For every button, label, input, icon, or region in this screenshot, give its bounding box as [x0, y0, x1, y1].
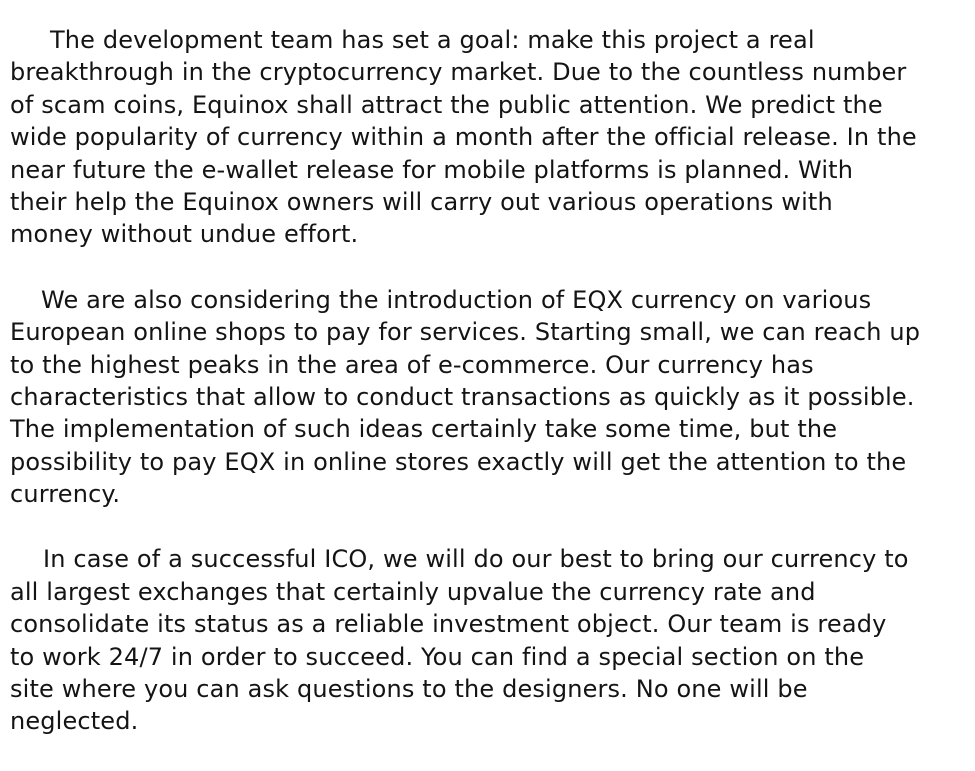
paragraph-line: all largest exchanges that certainly upvalue the currency rate and — [10, 577, 816, 606]
paragraph-line: their help the Equinox owners will carry out various operations with — [10, 187, 833, 216]
paragraph-line: In case of a successful ICO, we will do our best to bring our currency to — [43, 545, 909, 574]
paragraph-line: possibility to pay EQX in online stores exactly will get the attention to the — [10, 447, 907, 476]
paragraph-development-goal — [10, 24, 975, 251]
paragraph-line: consolidate its status as a reliable investment object. Our team is ready — [10, 610, 887, 639]
paragraph-line: The implementation of such ideas certainly take some time, but the — [10, 415, 838, 444]
paragraph-line: breakthrough in the cryptocurrency market. Due to the countless number — [10, 58, 907, 87]
paragraph-ico-exchanges — [10, 543, 975, 737]
paragraph-line: We are also considering the introduction of EQX currency on various — [41, 285, 872, 314]
paragraph-line: near future the e-wallet release for mobile platforms is planned. With — [10, 155, 854, 184]
paragraph-line: money without undue effort. — [10, 220, 359, 249]
paragraph-line: to the highest peaks in the area of e-commerce. Our currency has — [10, 350, 814, 379]
paragraph-line: currency. — [10, 480, 121, 509]
paragraph-line: European online shops to pay for services. Starting small, we can reach up — [10, 318, 921, 347]
paragraph-line: site where you can ask questions to the designers. No one will be — [10, 675, 808, 704]
paragraph-line: to work 24/7 in order to succeed. You can find a special section on the — [10, 642, 865, 671]
paragraph-line: wide popularity of currency within a month after the official release. In the — [10, 123, 917, 152]
paragraph-line: The development team has set a goal: make this project a real — [50, 26, 815, 54]
paragraph-eqx-online-shops — [10, 284, 975, 511]
paragraph-line: characteristics that allow to conduct transactions as quickly as it possible. — [10, 382, 915, 411]
paragraph-line: of scam coins, Equinox shall attract the public attention. We predict the — [10, 90, 883, 119]
document-body — [10, 24, 975, 771]
paragraph-line: neglected. — [10, 707, 139, 736]
